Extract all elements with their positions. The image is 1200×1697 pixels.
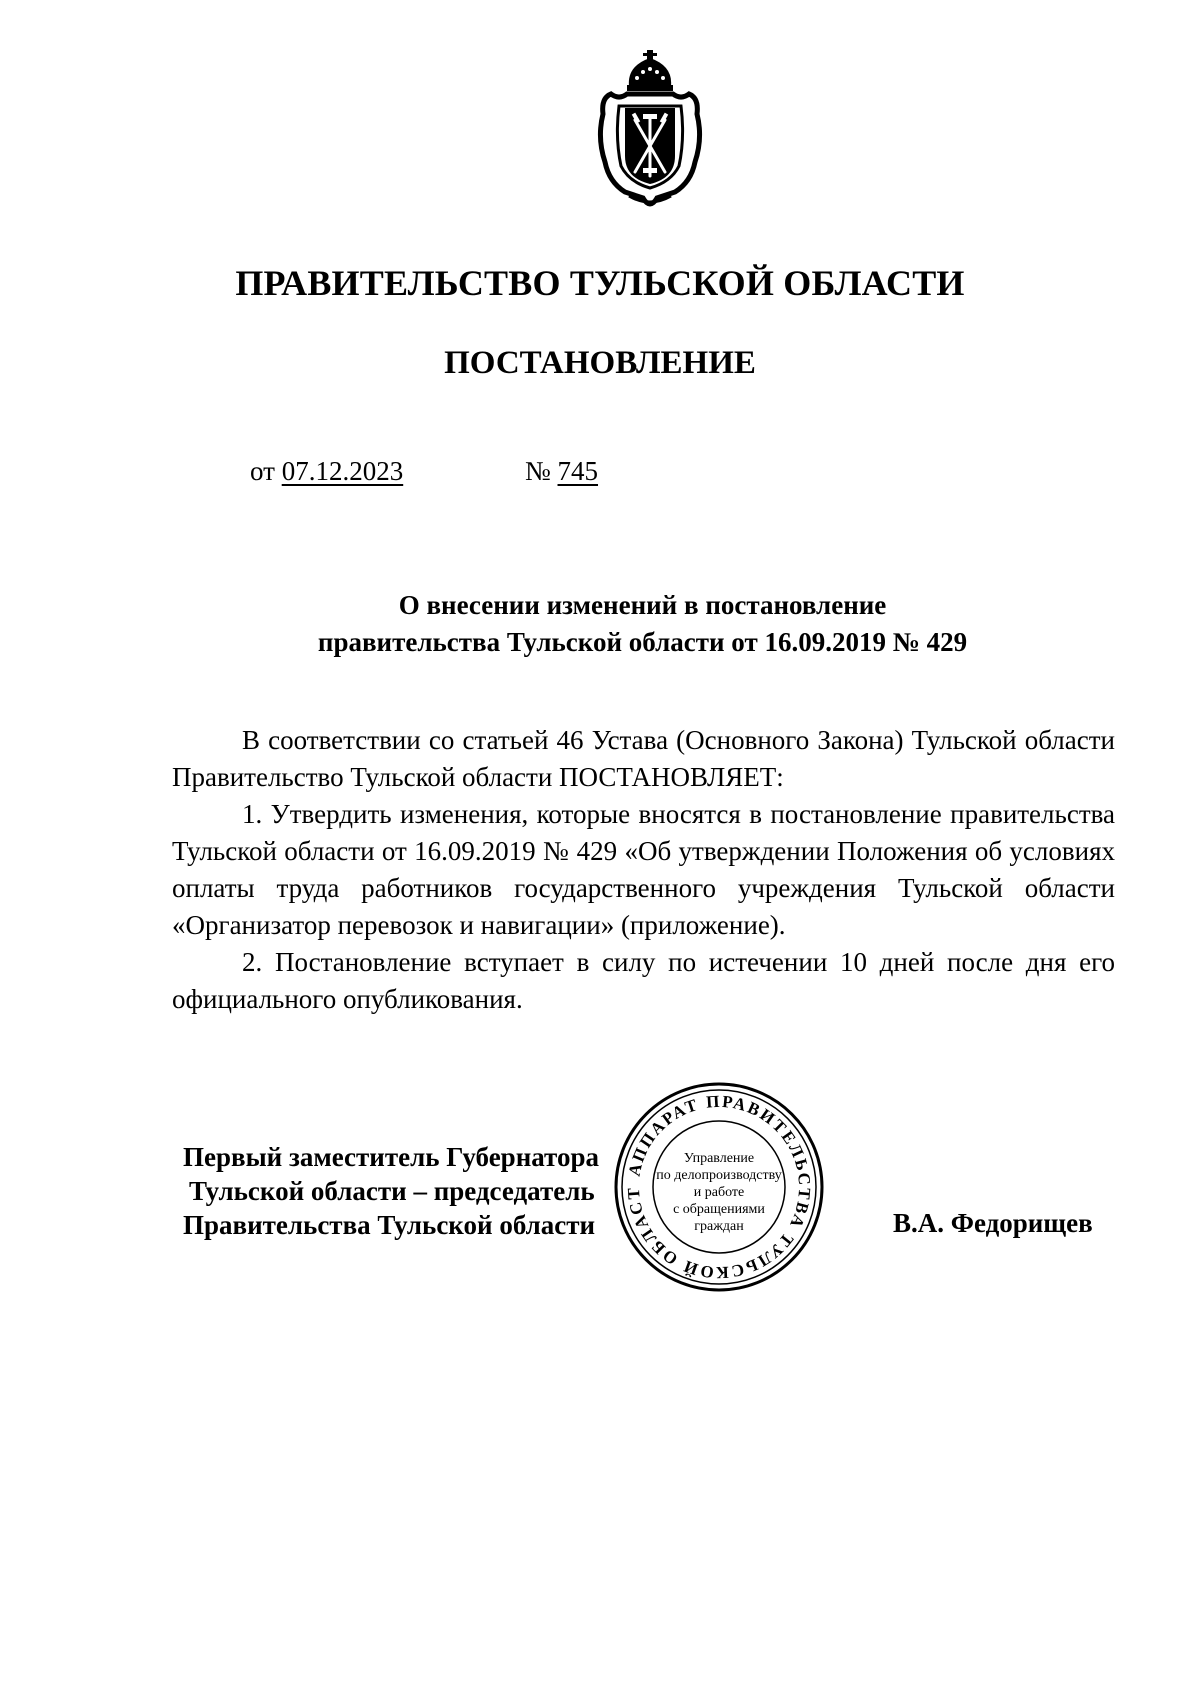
number-value: 745 — [557, 456, 599, 486]
signer-position-line-3: Правительства Тульской области — [183, 1210, 596, 1240]
stamp-line-1: Управление — [683, 1151, 755, 1166]
body-paragraph-2: 1. Утвердить изменения, которые вносятся в постановление правительства Тульской области от 16.09.2019 № 429 «Об утверждении Положения об условиях оплаты труда работников государственного учреждения Тульской области «Организатор перевозок и навигации» (приложение). — [172, 799, 1115, 940]
stamp-line-5: граждан — [694, 1219, 744, 1234]
document-date — [250, 456, 403, 487]
stamp-line-4: с обращениями — [673, 1202, 765, 1217]
date-value: 07.12.2023 — [281, 456, 404, 486]
official-stamp — [612, 1080, 826, 1294]
stamp-line-2: по делопроизводству — [656, 1168, 782, 1183]
signer-position-line-2: Тульской области – председатель — [189, 1176, 595, 1206]
body-paragraph-1: В соответствии со статьей 46 Устава (Основного Закона) Тульской области Правительство Тульской области ПОСТАНОВЛЯЕТ: — [172, 725, 1115, 792]
number-prefix: № — [525, 456, 551, 486]
coat-of-arms-icon — [585, 48, 715, 216]
stamp-line-3: и работе — [693, 1185, 745, 1200]
document-type: ПОСТАНОВЛЕНИЕ — [444, 345, 756, 381]
organization-title: ПРАВИТЕЛЬСТВО ТУЛЬСКОЙ ОБЛАСТИ — [235, 263, 965, 303]
subject-line-2: правительства Тульской области от 16.09.2019 № 429 — [317, 627, 968, 657]
stamp-center-text — [654, 1150, 784, 1235]
stamp-ring-text: АППАРАТ ПРАВИТЕЛЬСТВА ТУЛЬСКОЙ ОБЛАСТ — [623, 1091, 815, 1283]
date-prefix: от — [250, 456, 275, 486]
subject-line-1: О внесении изменений в постановление — [398, 590, 887, 620]
body-paragraph-3: 2. Постановление вступает в силу по истечении 10 дней после дня его официального опубликования. — [172, 947, 1115, 1014]
document-body — [172, 722, 1115, 1018]
signer-position-line-1: Первый заместитель Губернатора — [183, 1142, 599, 1172]
signer-name: В.А. Федорищев — [893, 1208, 1093, 1238]
document-subject — [0, 587, 1200, 661]
signer-position — [183, 1140, 599, 1242]
document-number — [525, 456, 598, 487]
